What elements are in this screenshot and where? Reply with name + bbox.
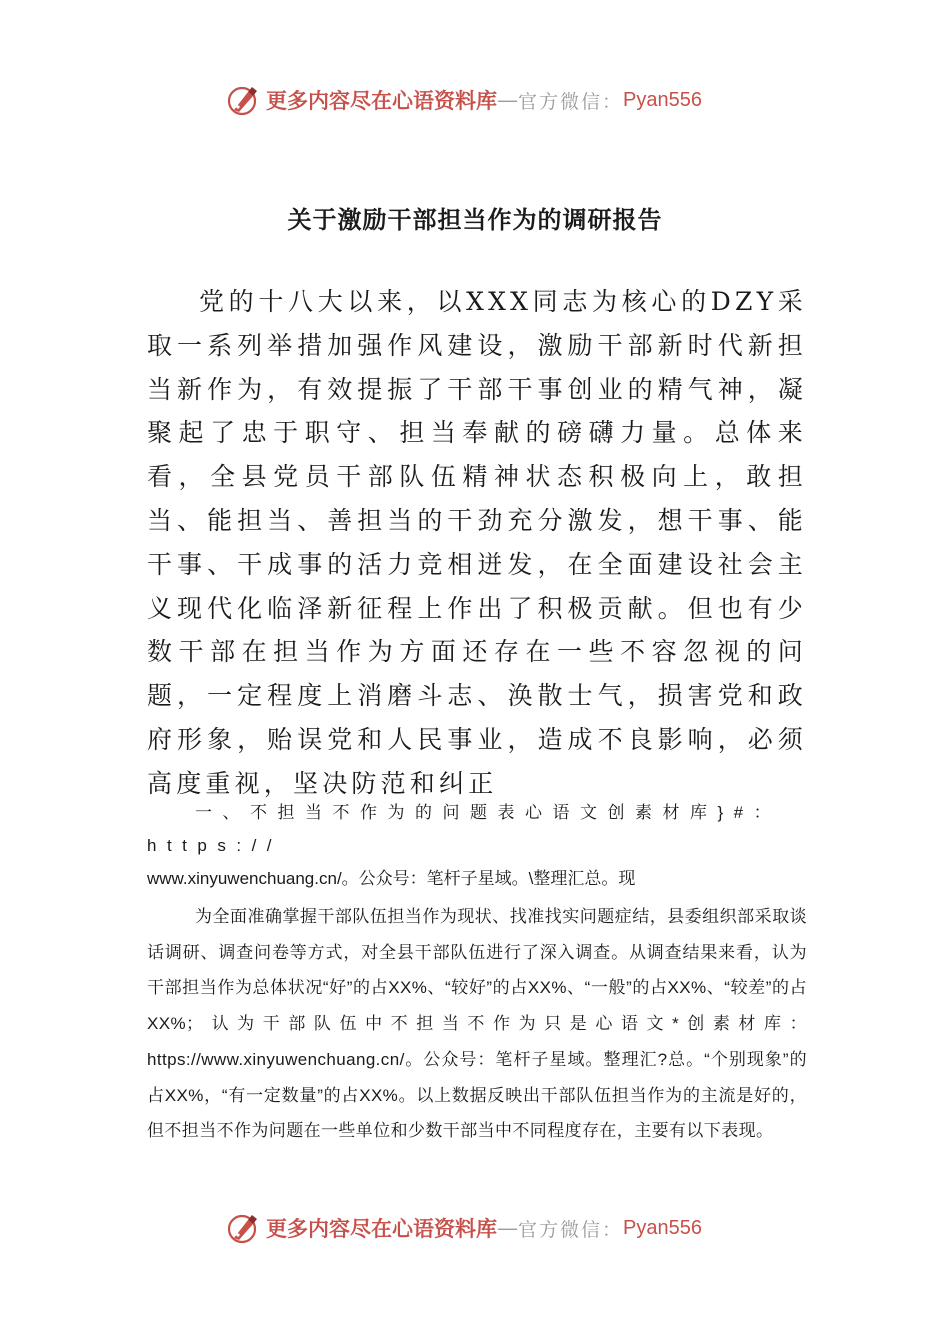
- body-paragraph: 为全面准确掌握干部队伍担当作为现状、找准找实问题症结，县委组织部采取谈话调研、调查问卷等方式，对全县干部队伍进行了深入调查。从调查结果来看，认为干部担当作为总体状况“好”的占XX%、“较好”的占XX%、“一般”的占XX%、“较差”的占XX%；认为干部队伍中不担当不作为只是心语文*创素材库：https://www.xinyuwenchuang.cn/。公众号：笔杆子星域。整理汇?总。“个别现象”的占XX%，“有一定数量”的占XX%。以上数据反映出干部队伍担当作为的主流是好的，但不担当不作为问题在一些单位和少数干部当中不同程度存在，主要有以下表现。: [147, 907, 807, 1141]
- banner-wechat-label: 官方微信：: [518, 90, 624, 113]
- section-heading: [147, 796, 809, 895]
- banner-main-text: 更多内容尽在心语资料库: [266, 1216, 497, 1241]
- banner-wechat-id: Pyan556: [623, 88, 702, 111]
- section-heading-spaced: 一、不担当不作为的问题表心语文创素材库}#：https://: [147, 803, 782, 855]
- pen-nib-logo-icon: [226, 83, 260, 117]
- header-watermark-banner: [226, 80, 746, 120]
- pen-nib-logo-icon: [226, 1211, 260, 1245]
- section-heading-rest: www.xinyuwenchuang.cn/。公众号：笔杆子星域。\整理汇总。现: [147, 869, 636, 888]
- banner-dash: —: [497, 1216, 518, 1240]
- footer-watermark-banner: [226, 1208, 746, 1248]
- banner-dash: —: [497, 88, 518, 112]
- document-title: 关于激励干部担当作为的调研报告: [287, 205, 663, 234]
- banner-wechat-label: 官方微信：: [518, 1218, 624, 1241]
- banner-wechat-id: Pyan556: [623, 1216, 702, 1239]
- banner-main-text: 更多内容尽在心语资料库: [266, 88, 497, 113]
- intro-paragraph: 党的十八大以来，以XXX同志为核心的DZY采取一系列举措加强作风建设，激励干部新时代新担当新作为，有效提振了干部干事创业的精气神，凝聚起了忠于职守、担当奉献的磅礴力量。总体来看，全县党员干部队伍精神状态积极向上，敢担当、能担当、善担当的干劲充分激发，想干事、能干事、干成事的活力竞相迸发，在全面建设社会主义现代化临泽新征程上作出了积极贡献。但也有少数干部在担当作为方面还存在一些不容忽视的问题，一定程度上消磨斗志、涣散士气，损害党和政府形象，贻误党和人民事业，造成不良影响，必须高度重视，坚决防范和纠正: [147, 287, 807, 798]
